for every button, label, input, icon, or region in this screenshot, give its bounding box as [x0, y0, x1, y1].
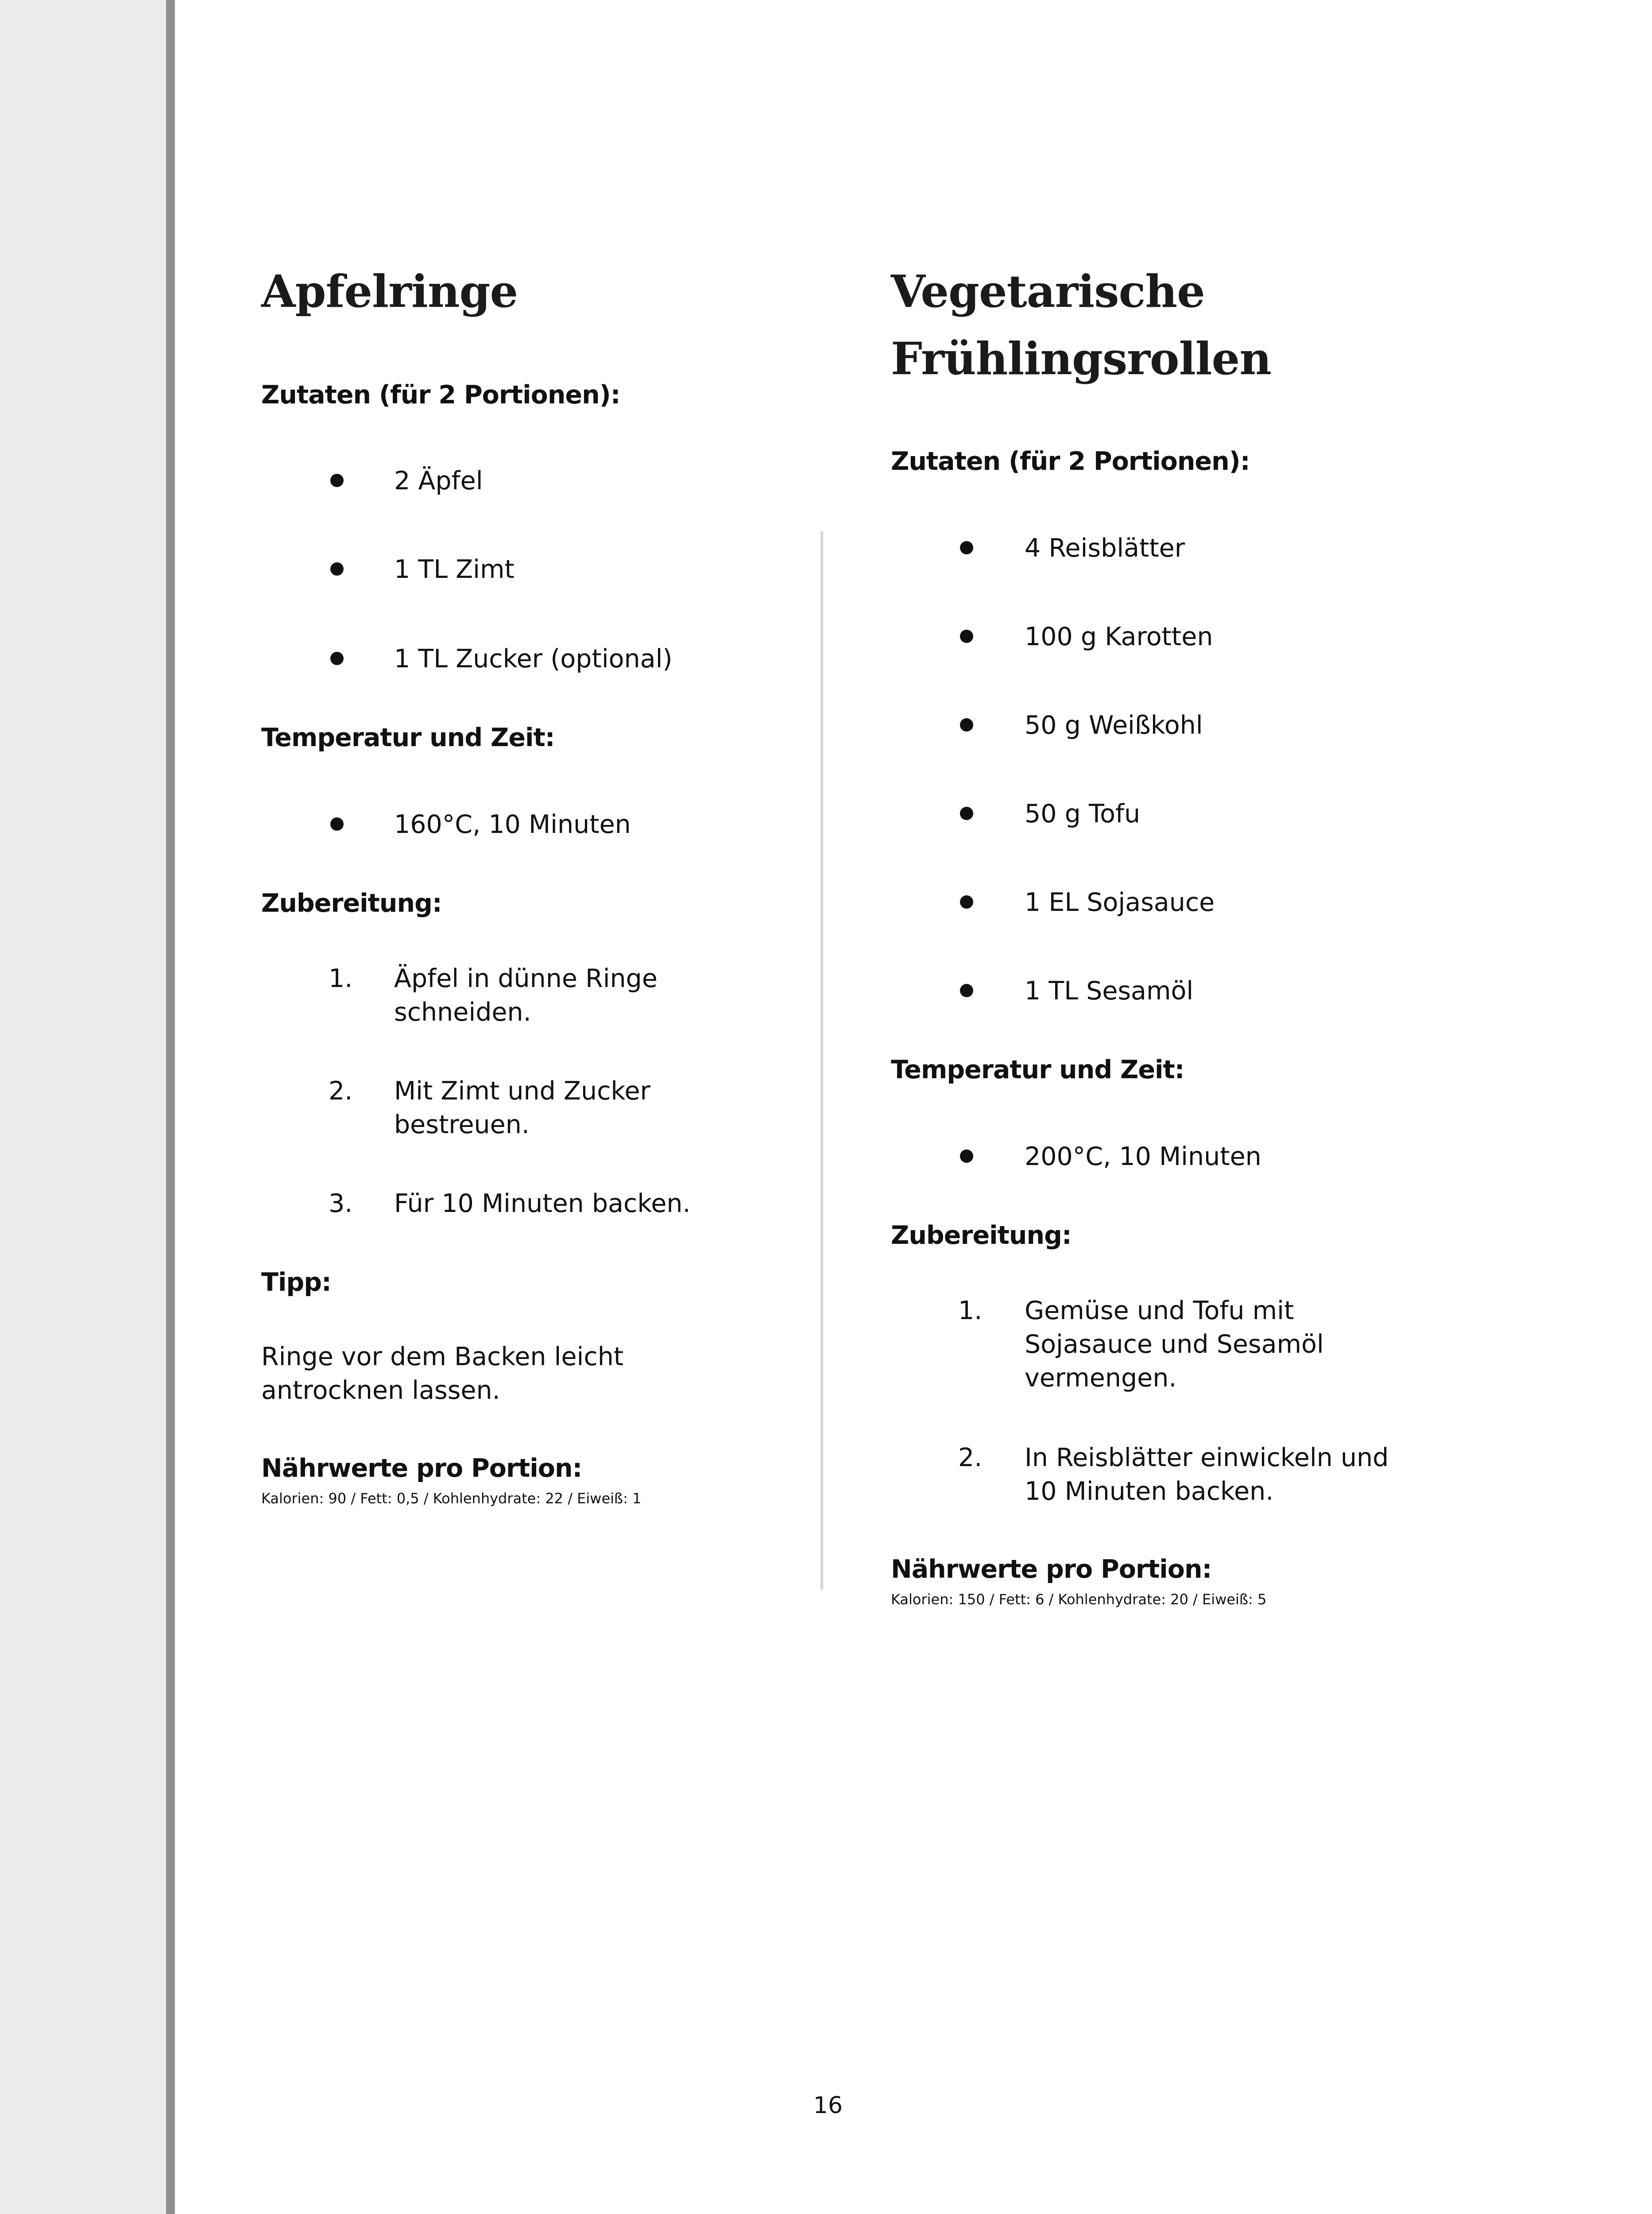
tip-heading: Tipp:	[261, 1268, 331, 1297]
bullet-icon	[960, 984, 973, 997]
step-text: Mit Zimt und Zucker bestreuen.	[394, 1076, 650, 1139]
step-text: Äpfel in dünne Ringe schneiden.	[394, 964, 658, 1027]
nutrition-heading: Nährwerte pro Portion:	[891, 1555, 1212, 1584]
recipe-title-line-2: Frühlingsrollen	[891, 333, 1271, 385]
step-text: Gemüse und Tofu mit Sojasauce und Sesamöl vermengen.	[1025, 1296, 1324, 1393]
bullet-icon	[960, 630, 973, 643]
step-number: 1.	[958, 1296, 983, 1325]
bullet-icon	[960, 718, 973, 732]
binding-edge-line	[166, 0, 175, 2214]
ingredients-heading: Zutaten (für 2 Portionen):	[261, 380, 620, 410]
step-text: Für 10 Minuten backen.	[394, 1189, 691, 1218]
ingredient-item: 50 g Weißkohl	[1025, 711, 1203, 740]
nutrition-text: Kalorien: 150 / Fett: 6 / Kohlenhydrate: 20 / Eiweiß: 5	[891, 1591, 1267, 1608]
binding-margin	[0, 0, 166, 2214]
bullet-icon	[330, 474, 344, 487]
recipe-title-line-1: Vegetarische	[891, 265, 1205, 317]
ingredient-item: 2 Äpfel	[394, 466, 483, 495]
ingredient-item: 50 g Tofu	[1025, 799, 1141, 828]
ingredient-item: 100 g Karotten	[1025, 622, 1213, 651]
ingredient-item: 1 TL Sesamöl	[1025, 976, 1194, 1006]
temperature-item: 200°C, 10 Minuten	[1025, 1142, 1261, 1171]
ingredient-item: 1 TL Zimt	[394, 555, 515, 584]
nutrition-heading: Nährwerte pro Portion:	[261, 1454, 582, 1483]
ingredient-item: 1 EL Sojasauce	[1025, 888, 1215, 917]
bullet-icon	[330, 652, 344, 665]
bullet-icon	[330, 562, 344, 576]
ingredients-heading: Zutaten (für 2 Portionen):	[891, 447, 1250, 476]
tip-text: Ringe vor dem Backen leicht antrocknen lassen.	[261, 1342, 624, 1405]
bullet-icon	[960, 807, 973, 820]
step-number: 3.	[329, 1189, 353, 1218]
temperature-item: 160°C, 10 Minuten	[394, 810, 631, 839]
bullet-icon	[330, 817, 344, 831]
bullet-icon	[960, 541, 973, 554]
preparation-heading: Zubereitung:	[891, 1221, 1072, 1250]
step-number: 2.	[958, 1443, 983, 1472]
step-number: 2.	[329, 1076, 353, 1106]
bullet-icon	[960, 1150, 973, 1163]
temperature-heading: Temperatur und Zeit:	[261, 723, 555, 752]
bullet-icon	[960, 895, 973, 909]
temperature-heading: Temperatur und Zeit:	[891, 1055, 1184, 1084]
nutrition-text: Kalorien: 90 / Fett: 0,5 / Kohlenhydrate: 22 / Eiweiß: 1	[261, 1490, 642, 1507]
column-divider	[820, 531, 824, 1590]
step-text: In Reisblätter einwickeln und 10 Minuten backen.	[1025, 1443, 1389, 1506]
recipe-title: Apfelringe	[261, 265, 518, 317]
ingredient-item: 1 TL Zucker (optional)	[394, 644, 673, 673]
preparation-heading: Zubereitung:	[261, 889, 442, 918]
step-number: 1.	[329, 964, 353, 993]
page-number: 16	[813, 2092, 843, 2119]
ingredient-item: 4 Reisblätter	[1025, 534, 1185, 563]
